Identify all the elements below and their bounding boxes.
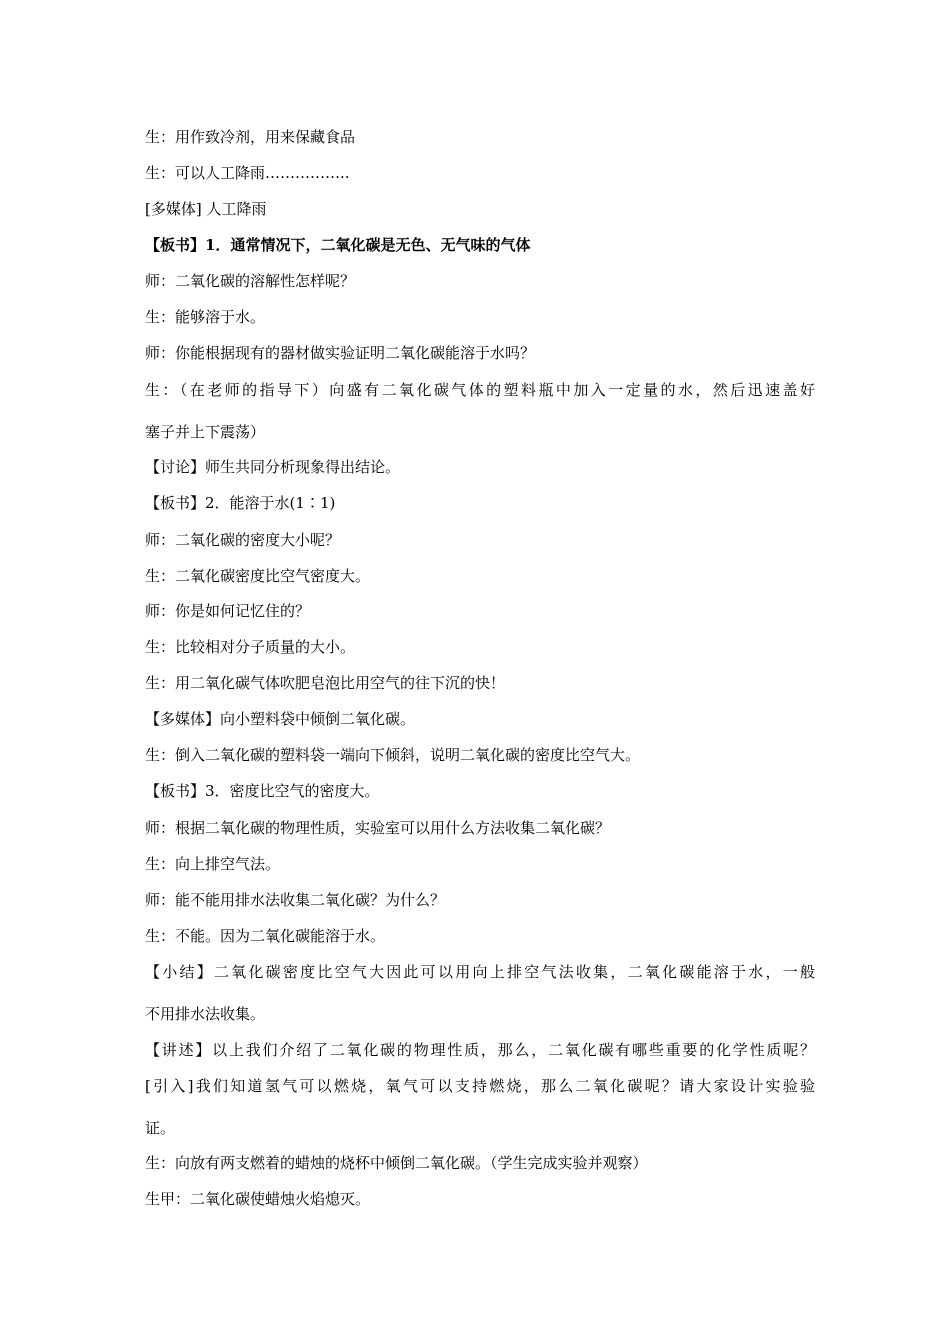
text-line: 师：你能根据现有的器材做实验证明二氧化碳能溶于水吗？ [145, 344, 536, 362]
text-line: 生：（在老师的指导下）向盛有二氧化碳气体的塑料瓶中加入一定量的水，然后迅速盖好 [145, 381, 815, 399]
blackboard-heading: 【板书】3．密度比空气的密度大。 [145, 782, 380, 800]
text-line: 生：向放有两支燃着的蜡烛的烧杯中倾倒二氧化碳。（学生完成实验并观察） [145, 1154, 648, 1172]
text-line: 证。 [145, 1119, 176, 1137]
text-line: 生：用二氧化碳气体吹肥皂泡比用空气的往下沉的快！ [145, 674, 506, 692]
text-line: 师：二氧化碳的密度大小呢？ [145, 531, 341, 549]
text-line: 生：可以人工降雨…………….. [145, 164, 350, 182]
text-line: 师：根据二氧化碳的物理性质，实验室可以用什么方法收集二氧化碳？ [145, 819, 611, 837]
blackboard-heading: 【板书】2．能溶于水(1∶1) [145, 494, 336, 512]
text-line: [引入]我们知道氢气可以燃烧，氧气可以支持燃烧，那么二氧化碳呢？请大家设计实验验 [145, 1077, 815, 1095]
text-line: [多媒体] 人工降雨 [145, 200, 267, 218]
text-line: 生：向上排空气法。 [145, 855, 281, 873]
text-line: 【小结】二氧化碳密度比空气大因此可以用向上排空气法收集，二氧化碳能溶于水，一般 [145, 963, 815, 981]
text-line: 生：倒入二氧化碳的塑料袋一端向下倾斜，说明二氧化碳的密度比空气大。 [145, 746, 641, 764]
blackboard-heading: 【板书】1．通常情况下，二氧化碳是无色、无气味的气体 [145, 236, 531, 254]
text-line: 师：二氧化碳的溶解性怎样呢？ [145, 272, 356, 290]
text-line: 生：用作致冷剂，用来保藏食品 [145, 128, 356, 146]
text-line: 塞子并上下震荡） [145, 423, 266, 441]
text-line: 生：能够溶于水。 [145, 308, 266, 326]
text-line: 师：能不能用排水法收集二氧化碳？为什么？ [145, 891, 446, 909]
text-line: 生：不能。因为二氧化碳能溶于水。 [145, 927, 386, 945]
text-line: 不用排水法收集。 [145, 1005, 266, 1023]
text-line: 【讲述】以上我们介绍了二氧化碳的物理性质，那么，二氧化碳有哪些重要的化学性质呢？ [145, 1041, 815, 1059]
text-line: 生：比较相对分子质量的大小。 [145, 638, 356, 656]
text-line: 【多媒体】向小塑料袋中倾倒二氧化碳。 [145, 710, 416, 728]
text-line: 【讨论】师生共同分析现象得出结论。 [145, 458, 401, 476]
text-line: 生：二氧化碳密度比空气密度大。 [145, 567, 371, 585]
text-line: 生甲：二氧化碳使蜡烛火焰熄灭。 [145, 1190, 371, 1208]
text-line: 师：你是如何记忆住的？ [145, 602, 311, 620]
